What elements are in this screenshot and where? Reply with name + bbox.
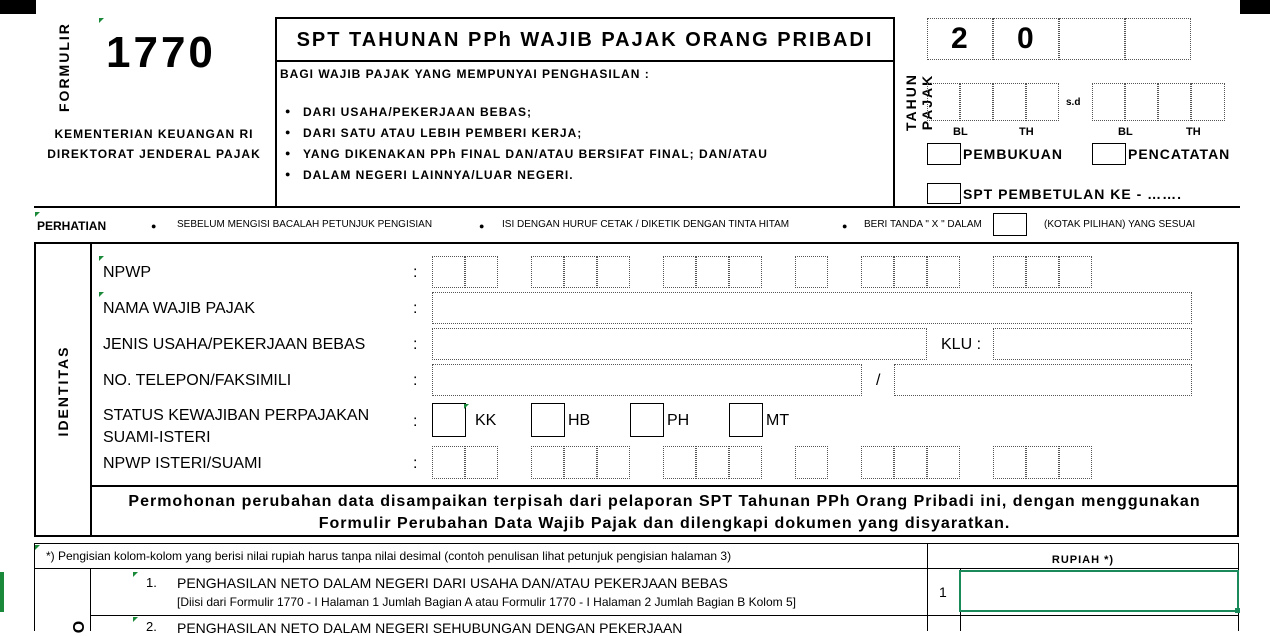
ministry-label: KEMENTERIAN KEUANGAN RI [54, 127, 254, 141]
npwp-digit-box[interactable] [564, 256, 597, 288]
npwp-digit-box[interactable] [597, 256, 630, 288]
income-header-bottom [34, 568, 1239, 569]
income-row-2-number: 2. [146, 619, 157, 634]
npwp-digit-box[interactable] [1059, 256, 1092, 288]
npwp-digit-box[interactable] [894, 256, 927, 288]
period-end-th-box-2[interactable] [1191, 83, 1225, 121]
income-row-1-subtext: [Diisi dari Formulir 1770 - I Halaman 1 Jumlah Bagian A atau Formulir 1770 - I Halaman 2 Jumlah Bagian B Kolom 5] [177, 595, 796, 609]
th-label-start: TH [1019, 126, 1034, 138]
income-row-separator [90, 615, 1238, 616]
year-digit-2: 0 [1017, 22, 1034, 55]
directorate-label: DIREKTORAT JENDERAL PAJAK [47, 147, 261, 161]
npwp-digit-box[interactable] [663, 256, 696, 288]
colon: : [413, 300, 418, 317]
npwp-spouse-digit-box[interactable] [564, 446, 597, 479]
status-ph-checkbox[interactable] [630, 403, 664, 437]
status-hb-checkbox[interactable] [531, 403, 565, 437]
npwp-spouse-digit-box[interactable] [729, 446, 762, 479]
green-marker [464, 404, 469, 409]
npwp-digit-box[interactable] [1026, 256, 1059, 288]
npwp-spouse-digit-box[interactable] [894, 446, 927, 479]
npwp-digit-box[interactable] [531, 256, 564, 288]
income-top-line [34, 543, 1239, 544]
npwp-digit-box[interactable] [927, 256, 960, 288]
form-title: SPT TAHUNAN PPh WAJIB PAJAK ORANG PRIBADI [296, 29, 874, 51]
header-bottom-line [34, 206, 1240, 208]
green-marker [133, 572, 138, 577]
status-mt-checkbox[interactable] [729, 403, 763, 437]
form-word: FORMULIR [56, 22, 72, 112]
header-top-line [276, 17, 894, 19]
npwp-digit-box[interactable] [465, 256, 498, 288]
period-start-bl-box-2[interactable] [960, 83, 993, 121]
notice-item-3: BERI TANDA " X " DALAM [864, 219, 982, 230]
period-end-th-box-1[interactable] [1158, 83, 1191, 121]
telepon-input[interactable] [432, 364, 862, 396]
pencatatan-checkbox[interactable] [1092, 143, 1126, 165]
npwp-digit-box[interactable] [861, 256, 894, 288]
notice-label: PERHATIAN [37, 219, 107, 233]
npwp-spouse-digit-box[interactable] [663, 446, 696, 479]
colon: : [413, 455, 418, 472]
bullet-dot: ● [285, 106, 291, 116]
colon: : [413, 264, 418, 281]
income-row-1-number: 1. [146, 575, 157, 590]
status-mt-label: MT [766, 412, 790, 429]
klu-label: KLU : [941, 336, 982, 353]
identity-section-label: IDENTITAS [55, 345, 71, 437]
bullet-dot: ● [285, 148, 291, 158]
jenis-usaha-label: JENIS USAHA/PEKERJAAN BEBAS [103, 336, 366, 353]
period-start-th-box-2[interactable] [1026, 83, 1059, 121]
sample-checkbox [993, 213, 1027, 236]
npwp-digit-box[interactable] [432, 256, 465, 288]
npwp-digit-box[interactable] [993, 256, 1026, 288]
year-digit-box-3[interactable] [1059, 18, 1125, 60]
rupiah-header: RUPIAH *) [1051, 554, 1115, 566]
npwp-spouse-digit-box[interactable] [696, 446, 729, 479]
status-label-line1: STATUS KEWAJIBAN PERPAJAKAN [103, 407, 370, 424]
pembetulan-checkbox[interactable] [927, 183, 961, 204]
th-label-end: TH [1186, 126, 1201, 138]
pembukuan-label: PEMBUKUAN [963, 146, 1063, 162]
npwp-digit-box[interactable] [729, 256, 762, 288]
period-end-bl-box-2[interactable] [1125, 83, 1158, 121]
income-item-4: DALAM NEGERI LAINNYA/LUAR NEGERI. [303, 168, 574, 182]
pembukuan-checkbox[interactable] [927, 143, 961, 165]
green-marker [99, 18, 104, 23]
notice-item-1: SEBELUM MENGISI BACALAH PETUNJUK PENGISIAN [177, 219, 433, 230]
period-start-th-box-1[interactable] [993, 83, 1026, 121]
jenis-usaha-input[interactable] [432, 328, 927, 360]
data-change-note-line1: Permohonan perubahan data disampaikan terpisah dari pelaporan SPT Tahunan PPh Orang Pribadi ini, dengan menggunakan [128, 493, 1201, 510]
npwp-label: NPWP [103, 264, 151, 281]
npwp-spouse-digit-box[interactable] [597, 446, 630, 479]
npwp-spouse-digit-box[interactable] [465, 446, 498, 479]
data-change-note-line2: Formulir Perubahan Data Wajib Pajak dan dilengkapi dokumen yang disyaratkan. [318, 515, 1011, 532]
period-end-bl-box-1[interactable] [1092, 83, 1125, 121]
identity-note-top [90, 485, 1239, 487]
green-marker [99, 256, 104, 261]
status-label-line2: SUAMI-ISTERI [103, 429, 211, 446]
npwp-spouse-digit-box[interactable] [795, 446, 828, 479]
status-ph-label: PH [667, 412, 690, 429]
npwp-spouse-digit-box[interactable] [1059, 446, 1092, 479]
green-marker [133, 617, 138, 622]
status-kk-checkbox[interactable] [432, 403, 466, 437]
income-row-1-code: 1 [939, 584, 947, 600]
telepon-fax-separator: / [876, 372, 881, 389]
notice-item-4: (KOTAK PILIHAN) YANG SESUAI [1044, 219, 1196, 230]
bl-label-end: BL [1118, 126, 1133, 138]
nama-input[interactable] [432, 292, 1192, 324]
income-row-1-text: PENGHASILAN NETO DALAM NEGERI DARI USAHA DAN/ATAU PEKERJAAN BEBAS [177, 575, 728, 591]
title-underline [276, 60, 894, 62]
bullet-dot: ● [151, 221, 157, 231]
colon: : [413, 413, 418, 430]
npwp-spouse-digit-box[interactable] [432, 446, 465, 479]
year-digit-1: 2 [951, 22, 968, 55]
green-marker [99, 292, 104, 297]
bullet-dot: ● [842, 221, 848, 231]
income-item-2: DARI SATU ATAU LEBIH PEMBERI KERJA; [303, 126, 583, 140]
npwp-digit-box[interactable] [795, 256, 828, 288]
pencatatan-label: PENCATATAN [1128, 146, 1231, 162]
form-number: 1770 [106, 28, 216, 77]
klu-input[interactable] [993, 328, 1192, 360]
year-digit-box-4[interactable] [1125, 18, 1191, 60]
top-bar-left [0, 0, 36, 14]
income-footnote: *) Pengisian kolom-kolom yang berisi nilai rupiah harus tanpa nilai desimal (contoh penulisan lihat petunjuk pengisian halaman 3) [46, 549, 732, 563]
green-marker [35, 212, 40, 217]
bl-label-start: BL [953, 126, 968, 138]
status-kk-label: KK [475, 412, 497, 429]
bullet-dot: ● [479, 221, 485, 231]
colon: : [413, 372, 418, 389]
income-row-1-amount-input[interactable] [959, 570, 1239, 612]
fill-handle[interactable] [1235, 608, 1240, 613]
bullet-dot: ● [285, 169, 291, 179]
income-item-1: DARI USAHA/PEKERJAAN BEBAS; [303, 105, 533, 119]
status-hb-label: HB [568, 412, 591, 429]
income-subtitle: BAGI WAJIB PAJAK YANG MEMPUNYAI PENGHASILAN : [280, 67, 650, 81]
npwp-digit-box[interactable] [696, 256, 729, 288]
top-bar-right [1240, 0, 1270, 14]
green-marker [35, 545, 40, 550]
telepon-label: NO. TELEPON/FAKSIMILI [103, 372, 292, 389]
faksimili-input[interactable] [894, 364, 1192, 396]
income-num-divider [90, 568, 91, 631]
npwp-spouse-digit-box[interactable] [927, 446, 960, 479]
income-left-edge [34, 543, 35, 631]
npwp-spouse-digit-box[interactable] [861, 446, 894, 479]
tax-year-label: TAHUN PAJAK [903, 73, 935, 131]
pembetulan-label: SPT PEMBETULAN KE - ……. [963, 186, 1183, 202]
left-edge-mark [0, 572, 4, 612]
npwp-spouse-digit-box[interactable] [993, 446, 1026, 479]
income-item-3: YANG DIKENAKAN PPh FINAL DAN/ATAU BERSIFAT FINAL; DAN/ATAU [303, 147, 768, 161]
bullet-dot: ● [285, 127, 291, 137]
colon: : [413, 336, 418, 353]
npwp-spouse-digit-box[interactable] [531, 446, 564, 479]
section-side-glyph: O [71, 620, 89, 634]
nama-label: NAMA WAJIB PAJAK [103, 300, 256, 317]
income-row-2-text: PENGHASILAN NETO DALAM NEGERI SEHUBUNGAN DENGAN PEKERJAAN [177, 620, 683, 636]
period-start-bl-box-1[interactable] [927, 83, 960, 121]
notice-item-2: ISI DENGAN HURUF CETAK / DIKETIK DENGAN TINTA HITAM [502, 219, 790, 230]
npwp-spouse-digit-box[interactable] [1026, 446, 1059, 479]
npwp-spouse-label: NPWP ISTERI/SUAMI [103, 455, 262, 472]
period-separator: s.d [1066, 97, 1081, 108]
